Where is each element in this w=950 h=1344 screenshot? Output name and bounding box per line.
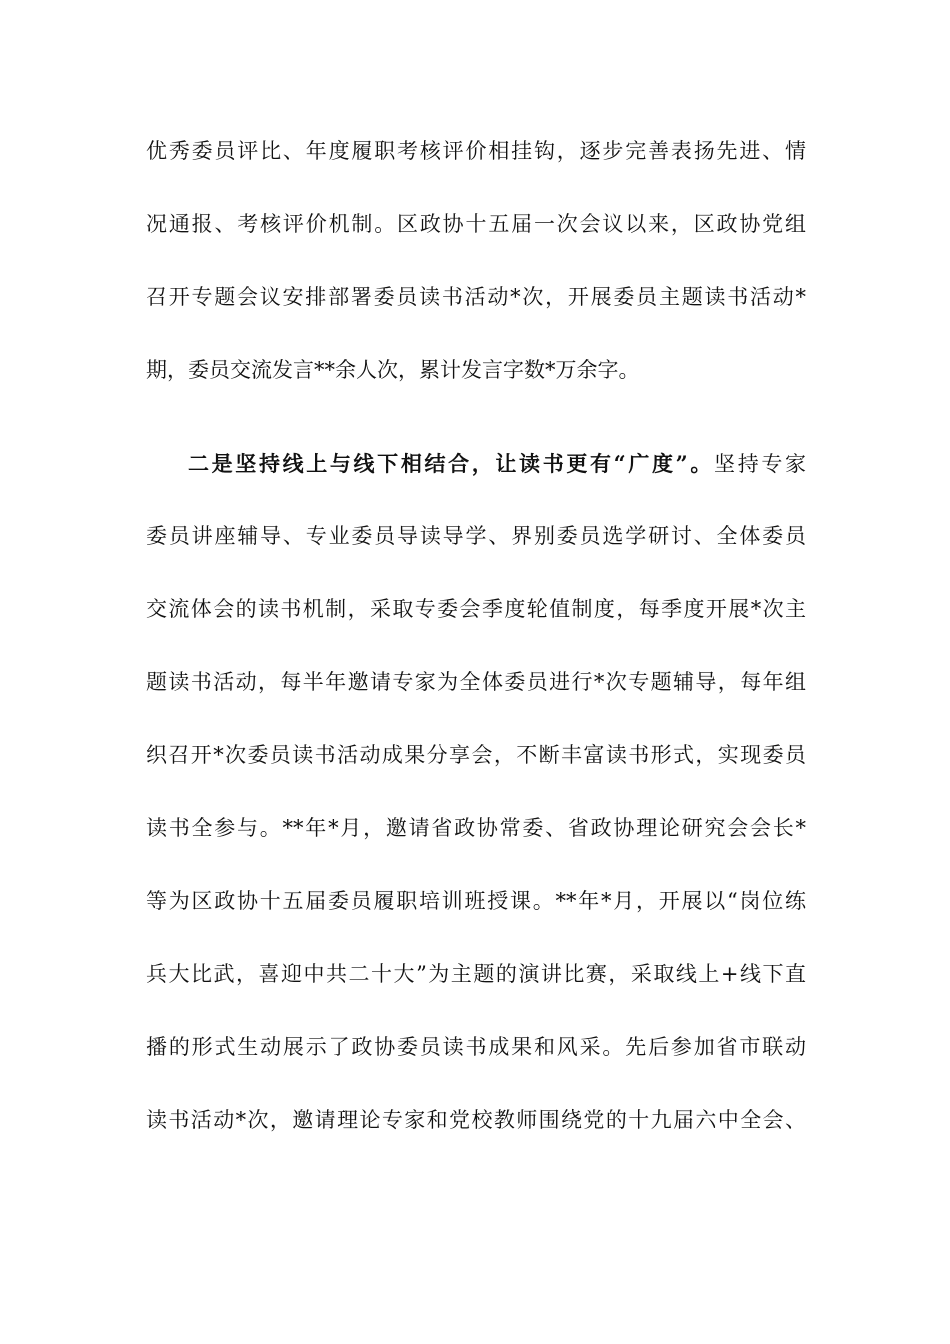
- paragraph-line: 兵大比武，喜迎中共二十大”为主题的演讲比赛，采取线上+线下直: [146, 962, 806, 986]
- paragraph-line: 题读书活动，每半年邀请专家为全体委员进行*次专题辅导，每年组: [146, 670, 806, 694]
- paragraph-line: 等为区政协十五届委员履职培训班授课。**年*月，开展以“岗位练: [146, 889, 806, 913]
- paragraph-line: 读书活动*次，邀请理论专家和党校教师围绕党的十九届六中全会、: [146, 1108, 806, 1132]
- paragraph-line: 期，委员交流发言**余人次，累计发言字数*万余字。: [146, 358, 640, 382]
- paragraph-line: 交流体会的读书机制，采取专委会季度轮值制度，每季度开展*次主: [146, 597, 806, 621]
- paragraph-first-line-text: 坚持专家: [714, 452, 806, 476]
- paragraph-line: 况通报、考核评价机制。区政协十五届一次会议以来，区政协党组: [146, 212, 806, 236]
- paragraph-1: [146, 115, 806, 407]
- paragraph-line: 读书全参与。**年*月，邀请省政协常委、省政协理论研究会会长*: [146, 816, 806, 840]
- paragraph-line: 召开专题会议安排部署委员读书活动*次，开展委员主题读书活动*: [146, 285, 806, 309]
- paragraph-2: [146, 427, 806, 1157]
- paragraph-line: 织召开*次委员读书活动成果分享会，不断丰富读书形式，实现委员: [146, 743, 806, 767]
- paragraph-heading: 二是坚持线上与线下相结合，让读书更有“广度”。: [188, 451, 715, 476]
- paragraph-line: 优秀委员评比、年度履职考核评价相挂钩，逐步完善表扬先进、情: [146, 139, 806, 163]
- paragraph-line: 播的形式生动展示了政协委员读书成果和风采。先后参加省市联动: [146, 1035, 806, 1059]
- paragraph-line: 委员讲座辅导、专业委员导读导学、界别委员选学研讨、全体委员: [146, 524, 806, 548]
- paragraph-first-line: [146, 427, 806, 500]
